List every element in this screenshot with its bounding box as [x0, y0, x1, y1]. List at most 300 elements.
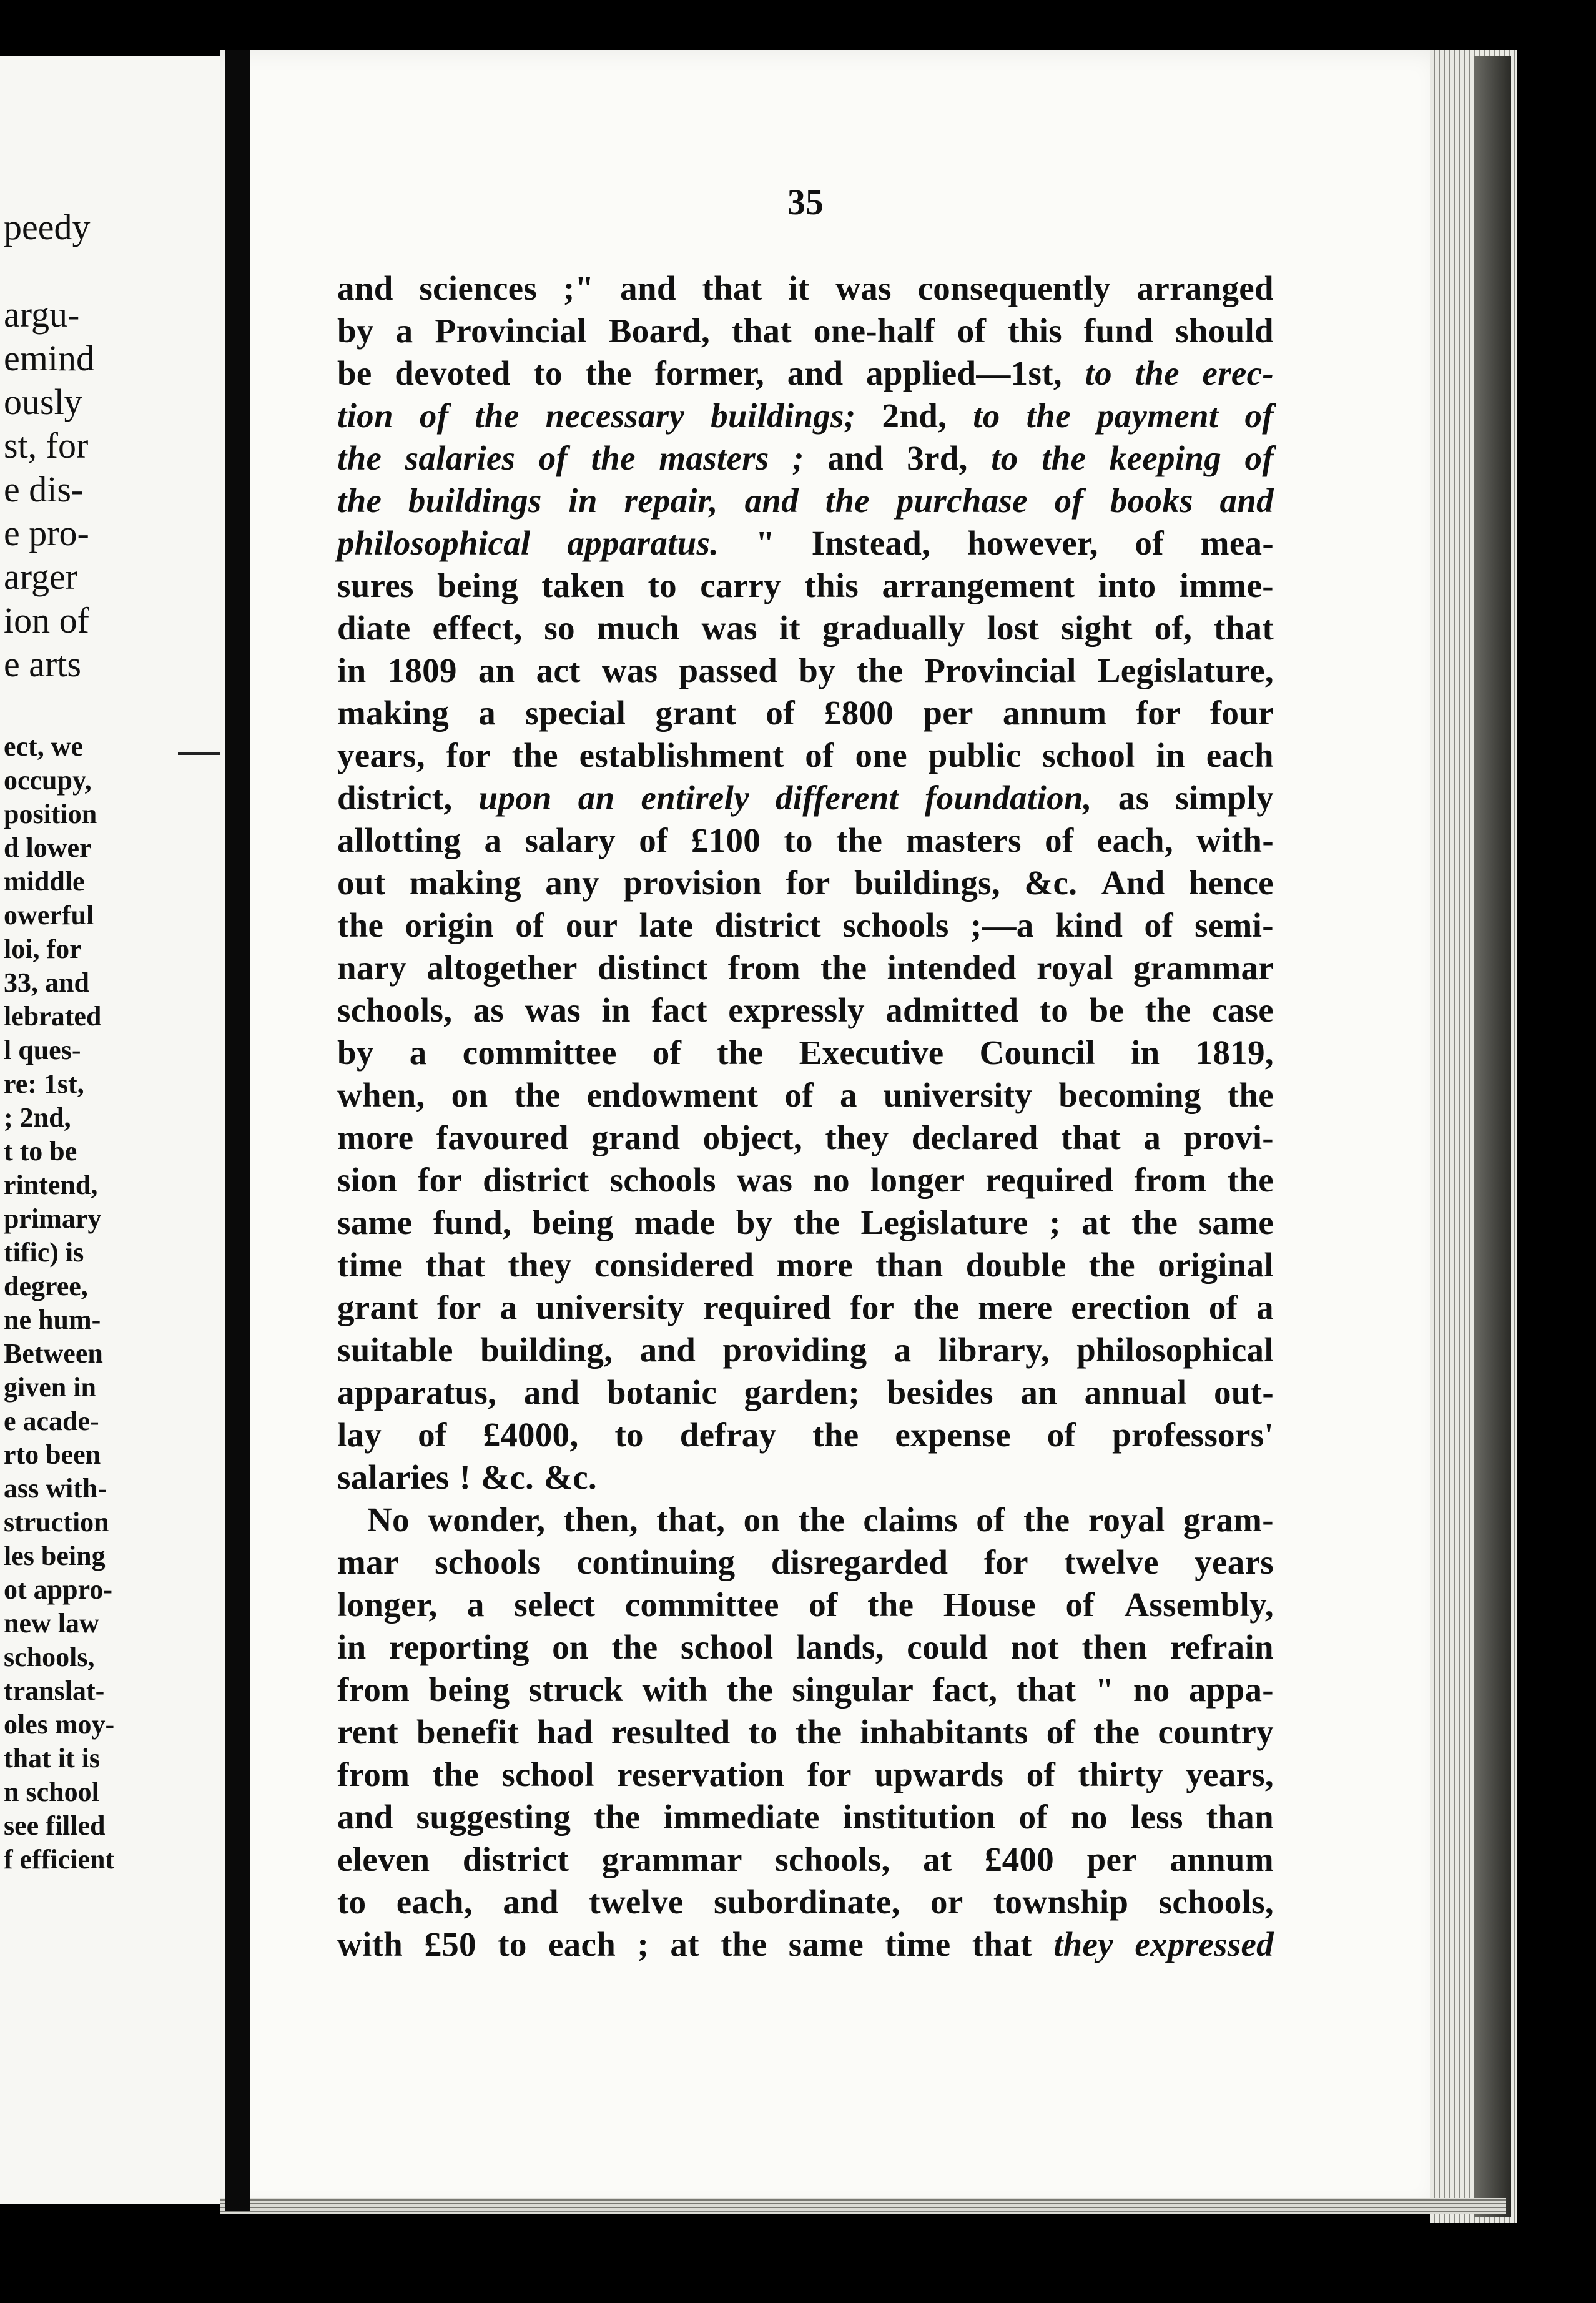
- text-word: however,: [967, 524, 1098, 562]
- text-word: apparatus,: [337, 1373, 497, 1411]
- text-word: the: [611, 1628, 658, 1666]
- text-word: a: [484, 821, 502, 859]
- text-word: time: [337, 1246, 403, 1284]
- text-word: in: [1131, 1033, 1160, 1072]
- text-word: ;": [563, 269, 594, 307]
- text-word: of: [538, 439, 568, 477]
- left-page-line: schools,: [4, 1642, 95, 1672]
- text-word: same: [788, 1925, 864, 1963]
- text-line: [337, 480, 1274, 522]
- text-word: of: [1208, 1288, 1238, 1326]
- text-word: upon: [478, 779, 552, 817]
- text-word: it: [788, 269, 810, 307]
- text-word: and: [1219, 481, 1274, 520]
- text-word: of: [652, 1033, 682, 1072]
- text-word: that: [425, 1246, 486, 1284]
- text-word: as: [1118, 779, 1150, 817]
- text-word: making: [409, 864, 521, 902]
- text-line: [337, 692, 1274, 734]
- text-word: university: [536, 1288, 685, 1326]
- left-page-line: middle: [4, 866, 85, 897]
- text-line: [337, 1499, 1274, 1541]
- text-word: appa-: [1188, 1670, 1274, 1709]
- text-word: to: [991, 439, 1018, 477]
- text-word: suitable: [337, 1331, 453, 1369]
- text-word: per: [1086, 1840, 1137, 1878]
- text-word: continuing: [576, 1543, 736, 1581]
- text-word: House: [943, 1585, 1036, 1624]
- text-word: less: [1130, 1798, 1183, 1836]
- text-line: [337, 437, 1274, 480]
- gutter: [225, 50, 250, 2211]
- text-word: object,: [702, 1118, 803, 1156]
- text-line: [337, 777, 1274, 819]
- text-word: much: [596, 609, 680, 647]
- text-word: twelve: [589, 1883, 684, 1921]
- text-word: taken: [541, 566, 625, 604]
- text-word: wonder,: [428, 1501, 546, 1539]
- text-word: schools: [842, 906, 949, 944]
- text-word: at: [1081, 1203, 1111, 1241]
- text-word: royal: [1088, 1501, 1165, 1539]
- text-word: and: [523, 1373, 580, 1411]
- text-word: the: [1131, 1203, 1178, 1241]
- text-word: £400: [984, 1840, 1055, 1878]
- text-line: [337, 1753, 1274, 1796]
- text-word: £100: [691, 821, 761, 859]
- left-page-line: 33, and: [4, 967, 89, 998]
- text-word: of: [809, 1585, 838, 1624]
- left-page-line: e pro-: [4, 513, 89, 553]
- text-word: the: [798, 1501, 845, 1539]
- text-word: be: [337, 354, 372, 392]
- text-word: the: [1227, 1161, 1274, 1199]
- text-word: Executive: [799, 1033, 944, 1072]
- left-facing-page: [0, 56, 232, 2204]
- text-word: one-half: [813, 312, 935, 350]
- text-word: in: [337, 651, 367, 689]
- text-word: an: [478, 651, 515, 689]
- text-word: to: [1085, 354, 1112, 392]
- text-word: each: [548, 1925, 616, 1963]
- text-word: to: [748, 1713, 778, 1751]
- text-word: that,: [656, 1501, 726, 1539]
- text-word: benefit: [416, 1713, 520, 1751]
- text-word: Council: [979, 1033, 1095, 1072]
- text-word: consequently: [917, 269, 1111, 307]
- text-word: was: [601, 651, 658, 689]
- text-word: of: [1244, 397, 1274, 435]
- text-word: years: [1195, 1543, 1274, 1581]
- text-word: to: [533, 354, 563, 392]
- text-word: purchase: [896, 481, 1028, 520]
- left-page-line: position: [4, 799, 97, 829]
- text-word: longer: [870, 1161, 965, 1199]
- left-page-line: re: 1st,: [4, 1068, 84, 1099]
- text-word: for: [1136, 694, 1181, 732]
- text-word: for: [983, 1543, 1028, 1581]
- text-word: required: [703, 1288, 832, 1326]
- text-word: nary: [337, 949, 407, 987]
- text-word: besides: [887, 1373, 993, 1411]
- text-word: sight: [1061, 609, 1133, 647]
- text-word: grant: [655, 694, 737, 732]
- text-word: country: [1158, 1713, 1274, 1751]
- text-word: fact,: [932, 1670, 998, 1709]
- text-word: than: [875, 1246, 943, 1284]
- text-word: and: [827, 439, 884, 477]
- text-word: allotting: [337, 821, 461, 859]
- text-word: salary: [525, 821, 616, 859]
- text-word: fund: [1083, 312, 1154, 350]
- body-text: [337, 267, 1274, 1966]
- text-word: ": [1095, 1670, 1115, 1709]
- text-word: passed: [679, 651, 778, 689]
- text-word: of: [1026, 1755, 1056, 1793]
- text-line: [337, 1626, 1274, 1669]
- text-word: that: [732, 312, 792, 350]
- text-word: the: [796, 1713, 842, 1751]
- text-word: £800: [824, 694, 894, 732]
- text-word: schools,: [775, 1840, 890, 1878]
- left-page-line: e dis-: [4, 469, 84, 510]
- text-word: that: [702, 269, 762, 307]
- text-word: sciences: [419, 269, 538, 307]
- text-word: twelve: [1064, 1543, 1159, 1581]
- text-word: more: [337, 1118, 414, 1156]
- text-word: they: [825, 1118, 889, 1156]
- text-word: school: [680, 1628, 774, 1666]
- text-word: not: [1010, 1628, 1059, 1666]
- text-word: semi-: [1195, 906, 1274, 944]
- left-page-line: ect, we: [4, 731, 84, 762]
- text-word: of: [1244, 439, 1274, 477]
- text-word: a: [1256, 1288, 1274, 1326]
- text-word: on: [743, 1501, 781, 1539]
- left-page-line: occupy,: [4, 765, 92, 796]
- text-word: the: [913, 1288, 960, 1326]
- text-word: the: [432, 1755, 479, 1793]
- text-word: original: [1158, 1246, 1274, 1284]
- text-word: the: [337, 481, 382, 520]
- left-page-line: arger: [4, 556, 78, 597]
- text-word: for: [417, 1161, 463, 1199]
- text-word: of: [766, 694, 795, 732]
- text-word: and: [337, 269, 393, 307]
- text-word: arrangement: [882, 566, 1075, 604]
- text-word: apparatus.: [567, 524, 719, 562]
- text-word: select: [514, 1585, 596, 1624]
- text-word: Provincial: [924, 651, 1076, 689]
- text-word: library,: [938, 1331, 1050, 1369]
- text-word: each,: [1096, 821, 1173, 859]
- text-word: that: [1061, 1118, 1121, 1156]
- text-word: a: [395, 312, 413, 350]
- text-word: books: [1110, 481, 1193, 520]
- text-word: that: [1214, 609, 1274, 647]
- text-line: [337, 989, 1274, 1032]
- left-page-line: loi, for: [4, 934, 82, 964]
- text-word: arranged: [1136, 269, 1274, 307]
- text-word: claims: [863, 1501, 958, 1539]
- text-word: was: [701, 609, 757, 647]
- text-word: to: [614, 1416, 644, 1454]
- left-page-line: given in: [4, 1372, 96, 1403]
- text-word: of: [639, 821, 668, 859]
- text-word: and: [639, 1331, 696, 1369]
- text-word: erection: [1071, 1288, 1191, 1326]
- text-word: the: [337, 439, 382, 477]
- text-word: tion: [337, 397, 393, 435]
- text-word: institution: [842, 1798, 996, 1836]
- text-line: [337, 904, 1274, 947]
- text-word: it: [779, 609, 800, 647]
- text-word: the: [867, 1585, 914, 1624]
- text-word: the: [857, 651, 904, 689]
- text-word: providing: [722, 1331, 867, 1369]
- text-word: by: [736, 1203, 773, 1241]
- text-word: sures: [337, 566, 414, 604]
- left-page-line: lebrated: [4, 1001, 102, 1032]
- text-word: of: [515, 906, 544, 944]
- text-line: [337, 1711, 1274, 1753]
- text-word: upwards: [874, 1755, 1004, 1793]
- text-word: effect,: [432, 609, 523, 647]
- text-line: [337, 947, 1274, 989]
- text-word: for: [807, 1755, 852, 1793]
- left-page-line: peedy: [4, 207, 91, 247]
- text-word: for: [786, 864, 830, 902]
- text-word: reporting: [388, 1628, 530, 1666]
- page-number: 35: [787, 182, 824, 222]
- text-word: grant: [337, 1288, 418, 1326]
- text-word: ": [756, 524, 775, 562]
- text-line: [337, 1414, 1274, 1456]
- text-word: masters: [659, 439, 769, 477]
- left-page-line: ion of: [4, 600, 89, 641]
- text-word: had: [537, 1713, 593, 1751]
- left-page-line: struction: [4, 1507, 109, 1537]
- text-word: foundation,: [925, 779, 1092, 817]
- text-word: expense: [895, 1416, 1011, 1454]
- left-page-line: ; 2nd,: [4, 1102, 71, 1133]
- text-word: subordinate,: [714, 1883, 900, 1921]
- text-word: imme-: [1179, 566, 1274, 604]
- text-word: the: [1135, 354, 1180, 392]
- text-word: school: [501, 1755, 594, 1793]
- text-word: gram-: [1183, 1501, 1274, 1539]
- text-word: !: [459, 1458, 471, 1496]
- left-page-line: ously: [4, 382, 82, 422]
- text-word: favoured: [436, 1118, 569, 1156]
- text-word: salaries: [337, 1458, 450, 1496]
- left-page-line: new law: [4, 1608, 99, 1639]
- text-word: diate: [337, 609, 411, 647]
- text-word: public: [928, 736, 1022, 774]
- text-word: and: [620, 269, 676, 307]
- text-line: [337, 1371, 1274, 1414]
- text-word: schools,: [337, 991, 453, 1029]
- text-word: grand: [591, 1118, 681, 1156]
- text-word: &c.: [481, 1458, 534, 1496]
- text-word: lay: [337, 1416, 382, 1454]
- text-word: the: [585, 354, 632, 392]
- text-word: the: [511, 736, 558, 774]
- text-word: our: [565, 906, 618, 944]
- text-word: 1809: [387, 651, 457, 689]
- text-word: suggesting: [416, 1798, 571, 1836]
- left-page-line: les being: [4, 1541, 106, 1571]
- text-word: the: [591, 439, 636, 477]
- text-word: than: [1206, 1798, 1274, 1836]
- text-word: the: [820, 949, 867, 987]
- text-word: grammar: [601, 1840, 742, 1878]
- text-word: Legislature: [860, 1203, 1028, 1241]
- left-page-line: primary: [4, 1203, 102, 1234]
- text-word: from: [337, 1670, 410, 1709]
- text-word: the: [475, 397, 520, 435]
- text-word: the: [717, 1033, 764, 1072]
- text-word: same: [1198, 1203, 1274, 1241]
- text-word: committee: [462, 1033, 617, 1072]
- left-page-line: that it is: [4, 1743, 100, 1773]
- text-word: when,: [337, 1076, 425, 1114]
- text-word: of: [976, 1501, 1005, 1539]
- text-word: double: [965, 1246, 1066, 1284]
- text-line: [337, 1329, 1274, 1371]
- text-word: of: [1135, 524, 1164, 562]
- text-word: an: [578, 779, 615, 817]
- text-word: no: [1071, 1798, 1108, 1836]
- text-word: struck: [528, 1670, 624, 1709]
- left-page-line: translat-: [4, 1675, 105, 1706]
- text-word: a: [409, 1033, 427, 1072]
- text-line: [337, 1456, 1274, 1499]
- text-word: no: [813, 1161, 850, 1199]
- text-word: schools,: [1158, 1883, 1274, 1921]
- text-word: the: [1227, 1076, 1274, 1114]
- text-word: university: [883, 1076, 1033, 1114]
- text-word: mea-: [1200, 524, 1274, 562]
- text-word: for: [436, 1288, 481, 1326]
- text-word: of: [1047, 1416, 1076, 1454]
- text-line: [337, 1838, 1274, 1881]
- text-word: a: [1143, 1118, 1161, 1156]
- text-line: [337, 649, 1274, 692]
- left-page-line: t to be: [4, 1136, 77, 1166]
- text-word: fact: [651, 991, 707, 1029]
- text-word: in: [601, 991, 631, 1029]
- text-word: at: [923, 1840, 952, 1878]
- text-word: they: [508, 1246, 572, 1284]
- text-word: the: [721, 1925, 767, 1963]
- text-word: distinct: [597, 949, 708, 987]
- left-page-line: ot appro-: [4, 1574, 112, 1605]
- text-word: then,: [563, 1501, 638, 1539]
- text-word: longer,: [337, 1585, 438, 1624]
- text-word: buildings: [408, 481, 542, 520]
- text-word: botanic: [606, 1373, 717, 1411]
- text-word: with: [337, 1925, 403, 1963]
- text-word: township: [993, 1883, 1129, 1921]
- text-word: be: [1089, 991, 1125, 1029]
- text-word: singular: [792, 1670, 914, 1709]
- text-word: defray: [679, 1416, 777, 1454]
- text-word: with: [642, 1670, 708, 1709]
- text-word: the: [812, 1416, 859, 1454]
- text-line: [337, 395, 1274, 437]
- text-word: for: [446, 736, 491, 774]
- text-word: refrain: [1170, 1628, 1274, 1666]
- text-word: the: [1093, 1713, 1140, 1751]
- text-word: lost: [987, 609, 1040, 647]
- text-word: of: [1018, 1798, 1048, 1836]
- text-word: Board,: [608, 312, 711, 350]
- text-word: by: [337, 1033, 374, 1072]
- text-word: devoted: [395, 354, 511, 392]
- left-page-line: e arts: [4, 644, 81, 684]
- left-page-line: oles moy-: [4, 1709, 115, 1740]
- text-word: garden;: [744, 1373, 860, 1411]
- text-word: carry: [700, 566, 781, 604]
- text-line: [337, 819, 1274, 862]
- text-word: to: [1039, 991, 1069, 1029]
- text-word: time: [885, 1925, 951, 1963]
- text-word: disregarded: [771, 1543, 948, 1581]
- text-word: the: [1042, 439, 1086, 477]
- text-word: declared: [911, 1118, 1038, 1156]
- text-word: ;: [792, 439, 804, 477]
- text-word: annum: [1170, 1840, 1274, 1878]
- text-word: act: [536, 651, 581, 689]
- text-word: £50: [424, 1925, 476, 1963]
- text-word: applied—1st,: [866, 354, 1062, 392]
- left-page-line: l ques-: [4, 1035, 81, 1065]
- text-word: philosophical: [1076, 1331, 1274, 1369]
- text-line: [337, 1286, 1274, 1329]
- text-word: simply: [1175, 779, 1274, 817]
- text-word: to: [648, 566, 677, 604]
- text-word: a: [894, 1331, 912, 1369]
- text-word: this: [1008, 312, 1062, 350]
- text-word: the: [1023, 1501, 1070, 1539]
- text-line: [337, 352, 1274, 395]
- text-word: a: [466, 1585, 485, 1624]
- text-word: mar: [337, 1543, 399, 1581]
- left-page-line: rto been: [4, 1439, 101, 1470]
- text-word: fund,: [433, 1203, 512, 1241]
- text-line: [337, 1159, 1274, 1201]
- text-word: the: [1088, 1246, 1135, 1284]
- text-word: Legislature,: [1097, 651, 1274, 689]
- text-word: making: [337, 694, 450, 732]
- text-line: [337, 1117, 1274, 1159]
- text-word: a: [478, 694, 496, 732]
- text-word: and: [337, 1798, 393, 1836]
- text-word: a: [839, 1076, 857, 1114]
- left-page-line: ne hum-: [4, 1304, 101, 1335]
- text-word: of: [1065, 1585, 1095, 1624]
- text-word: philosophical: [337, 524, 531, 562]
- text-line: [337, 310, 1274, 352]
- text-line: [337, 1541, 1274, 1584]
- text-word: special: [525, 694, 626, 732]
- left-page-line: owerful: [4, 900, 94, 930]
- text-word: Assembly,: [1124, 1585, 1274, 1624]
- text-word: of: [418, 1416, 447, 1454]
- text-word: rent: [337, 1713, 398, 1751]
- text-line: [337, 734, 1274, 777]
